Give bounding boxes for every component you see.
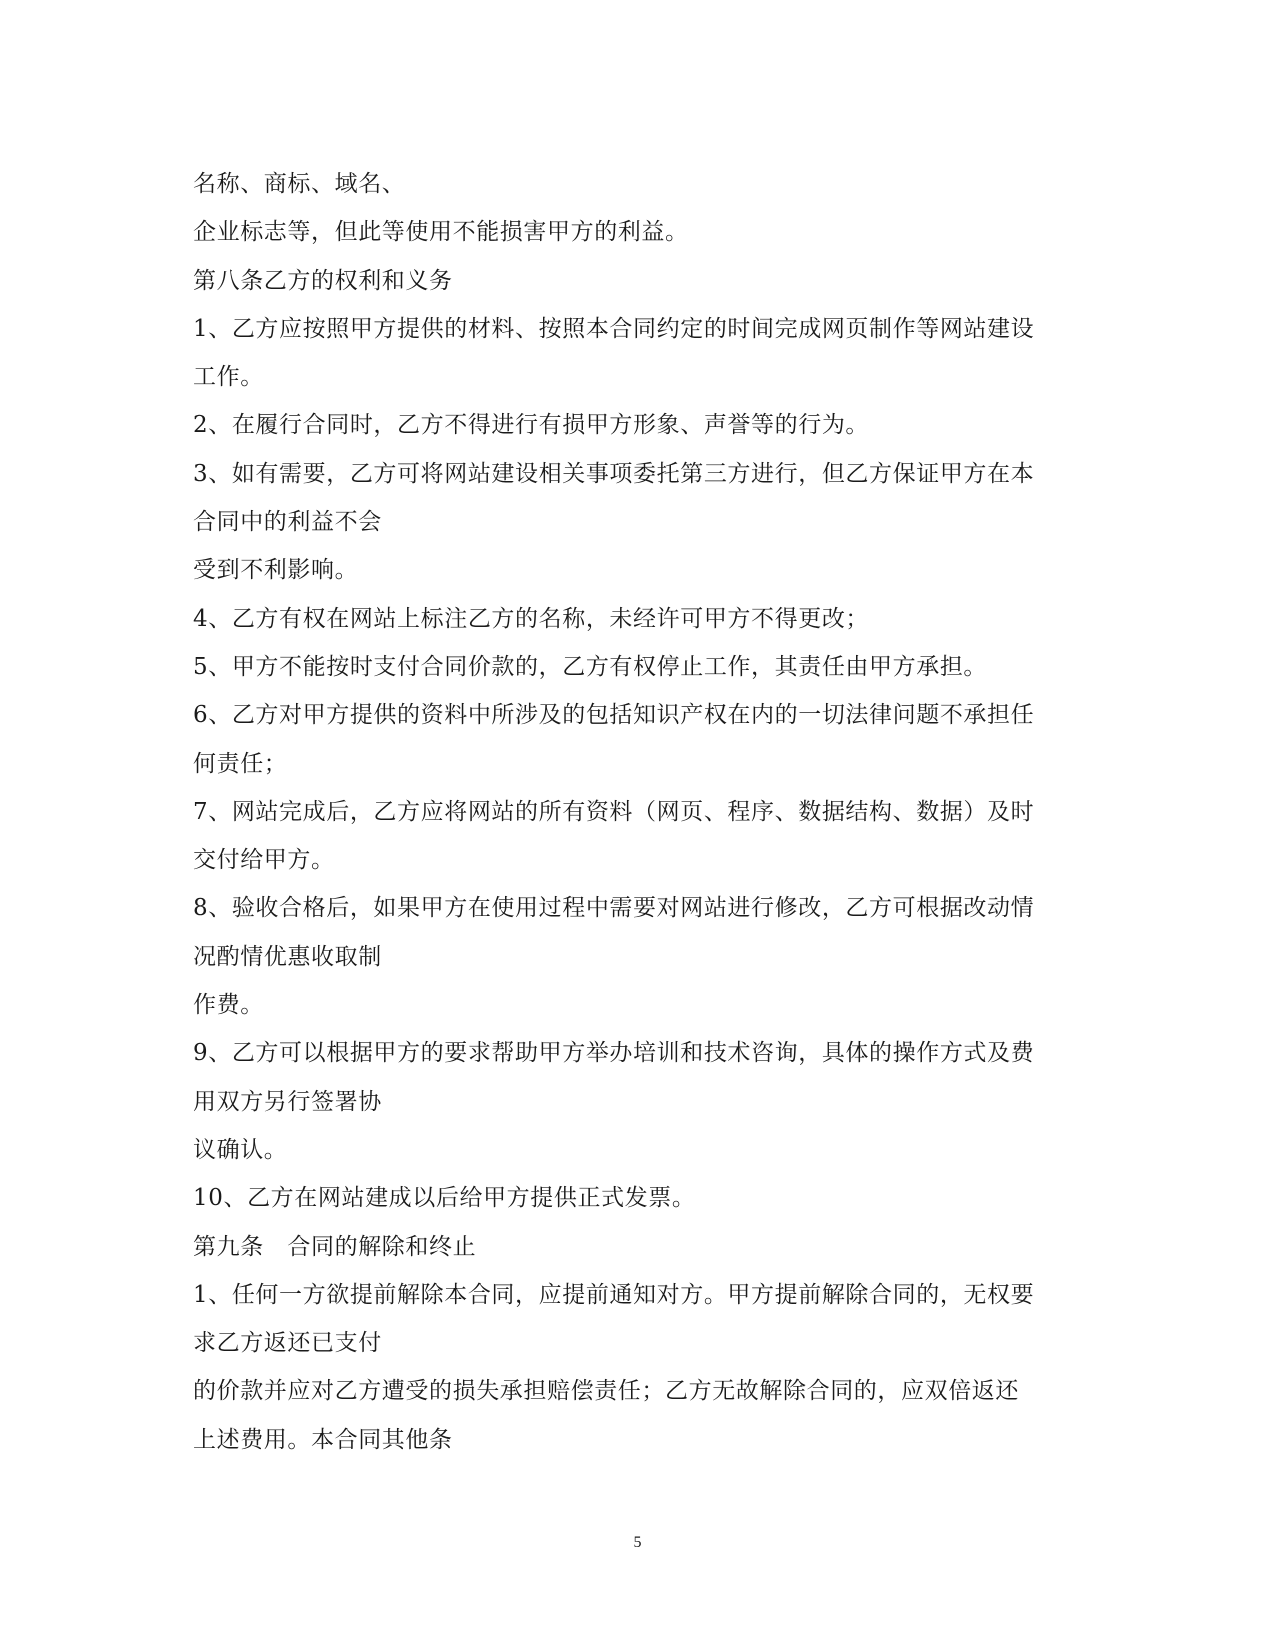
text-line: 况酌情优惠收取制 (193, 943, 382, 970)
text-line: 交付给甲方。 (193, 847, 335, 874)
text-line: 3、如有需要，乙方可将网站建设相关事项委托第三方进行，但乙方保证甲方在本 (193, 460, 1035, 487)
text-line: 合同中的利益不会 (193, 509, 382, 536)
text-line: 8、验收合格后，如果甲方在使用过程中需要对网站进行修改，乙方可根据改动情 (193, 895, 1035, 922)
text-line: 1、乙方应按照甲方提供的材料、按照本合同约定的时间完成网页制作等网站建设 (193, 315, 1035, 342)
text-line: 9、乙方可以根据甲方的要求帮助甲方举办培训和技术咨询，具体的操作方式及费 (193, 1040, 1035, 1067)
text-line: 作费。 (193, 992, 264, 1019)
text-line: 议确认。 (193, 1136, 288, 1163)
text-line: 的价款并应对乙方遭受的损失承担赔偿责任；乙方无故解除合同的，应双倍返还 (193, 1378, 1019, 1405)
text-line: 名称、商标、域名、 (193, 171, 406, 197)
document-body (193, 160, 1083, 1464)
text-line: 4、乙方有权在网站上标注乙方的名称，未经许可甲方不得更改； (193, 605, 870, 632)
text-line: 6、乙方对甲方提供的资料中所涉及的包括知识产权在内的一切法律问题不承担任 (193, 702, 1035, 729)
text-line: 工作。 (193, 364, 264, 391)
text-line: 何责任； (193, 750, 288, 777)
text-line: 2、在履行合同时，乙方不得进行有损甲方形象、声誉等的行为。 (193, 412, 870, 439)
page-number: 5 (633, 1534, 642, 1551)
section-heading: 第八条乙方的权利和义务 (193, 267, 453, 294)
text-line: 企业标志等，但此等使用不能损害甲方的利益。 (193, 219, 689, 246)
text-line: 受到不利影响。 (193, 557, 359, 584)
text-line: 求乙方返还已支付 (193, 1330, 382, 1357)
section-heading: 第九条 合同的解除和终止 (193, 1233, 477, 1260)
text-line: 上述费用。本合同其他条 (193, 1426, 453, 1453)
text-line: 用双方另行签署协 (193, 1088, 382, 1115)
text-line: 1、任何一方欲提前解除本合同，应提前通知对方。甲方提前解除合同的，无权要 (193, 1281, 1035, 1308)
text-line: 7、网站完成后，乙方应将网站的所有资料（网页、程序、数据结构、数据）及时 (193, 798, 1035, 825)
text-line: 5、甲方不能按时支付合同价款的，乙方有权停止工作，其责任由甲方承担。 (193, 653, 988, 680)
text-line: 10、乙方在网站建成以后给甲方提供正式发票。 (193, 1185, 696, 1212)
